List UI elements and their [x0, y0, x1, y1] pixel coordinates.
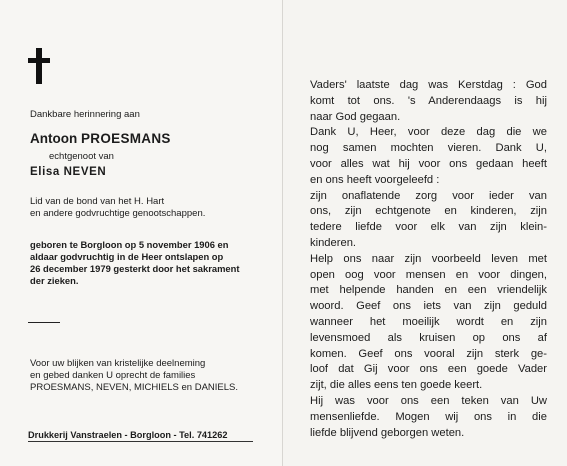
life-line-2: aldaar godvruchtig in de Heer ontslapen op: [30, 251, 224, 262]
prayer-line: mensenliefde. Mogen wij ons in die: [310, 410, 547, 423]
prayer-line: loof dat Gij voor ons een goede Vader: [310, 363, 547, 376]
deceased-last-name: PROESMANS: [80, 131, 171, 146]
life-line-4: der zieken.: [30, 275, 79, 286]
deceased-name: [30, 133, 171, 147]
right-page: [283, 0, 567, 466]
prayer-line: woord. Geef ons iets van zijn geduld: [310, 300, 547, 313]
prayer-line: liefde blijvend geborgen weten.: [310, 426, 465, 439]
prayer-line: open oog voor mensen en voor dingen,: [310, 268, 547, 281]
prayer-line: komt tot ons. 's Anderendaags is hij: [310, 94, 547, 107]
printer-credit: Drukkerij Vanstraelen - Borgloon - Tel. 741262: [28, 430, 253, 442]
intro-text: Dankbare herinnering aan: [30, 109, 140, 120]
thanks-line-2: en gebed danken U oprecht de families: [30, 370, 196, 381]
prayer-line: kinderen.: [310, 236, 357, 249]
prayer-line: voor alles wat hij voor ons gedaan heeft: [310, 157, 547, 170]
thanks-line-1: Voor uw blijken van kristelijke deelneming: [30, 358, 206, 369]
left-page: [0, 0, 283, 466]
deceased-first-name: Antoon: [30, 131, 81, 146]
cross-icon: [28, 48, 50, 84]
life-line-1: geboren te Borgloon op 5 november 1906 en: [30, 239, 229, 250]
prayer-line: wanneer het moeilijk wordt en zijn: [310, 315, 547, 328]
spouse-name: Elisa NEVEN: [30, 166, 107, 178]
spouse-label: echtgenoot van: [49, 151, 114, 162]
divider: [28, 322, 60, 323]
prayer-line: naar God gegaan.: [310, 110, 401, 123]
prayer-text: [310, 78, 547, 441]
prayer-line: tedere liefde voor elk van zijn klein-: [310, 221, 547, 234]
thanks-line-3: PROESMANS, NEVEN, MICHIELS en DANIELS.: [30, 382, 239, 393]
prayer-line: Help ons naar zijn voorbeeld leven met: [310, 252, 547, 265]
prayer-line: zijn onaflatende zorg voor ieder van: [310, 189, 547, 202]
prayer-line: en ons heeft voorgeleefd :: [310, 173, 440, 186]
prayer-line: Dank U, Heer, voor deze dag die we: [310, 126, 547, 139]
membership-line-2: en andere godvruchtige genootschappen.: [30, 208, 206, 219]
prayer-line: zijt, die alles eens ten goede keert.: [310, 379, 483, 392]
prayer-line: komen. Geef ons vooral zijn sterk ge-: [310, 347, 547, 360]
prayer-line: met helpende handen en een vriendelijk: [310, 284, 547, 297]
prayer-line: nog samen mochten vieren. Dank U,: [310, 142, 547, 155]
membership-line-1: Lid van de bond van het H. Hart: [30, 196, 165, 207]
prayer-line: levensmoed als kruisen op ons af: [310, 331, 547, 344]
prayer-line: ons, zijn echtgenote en kinderen, zijn: [310, 205, 547, 218]
prayer-line: Vaders' laatste dag was Kerstdag : God: [310, 79, 547, 91]
life-line-3: 26 december 1979 gesterkt door het sakrament: [30, 263, 240, 274]
prayer-line: Hij was voor ons een teken van Uw: [310, 394, 547, 407]
